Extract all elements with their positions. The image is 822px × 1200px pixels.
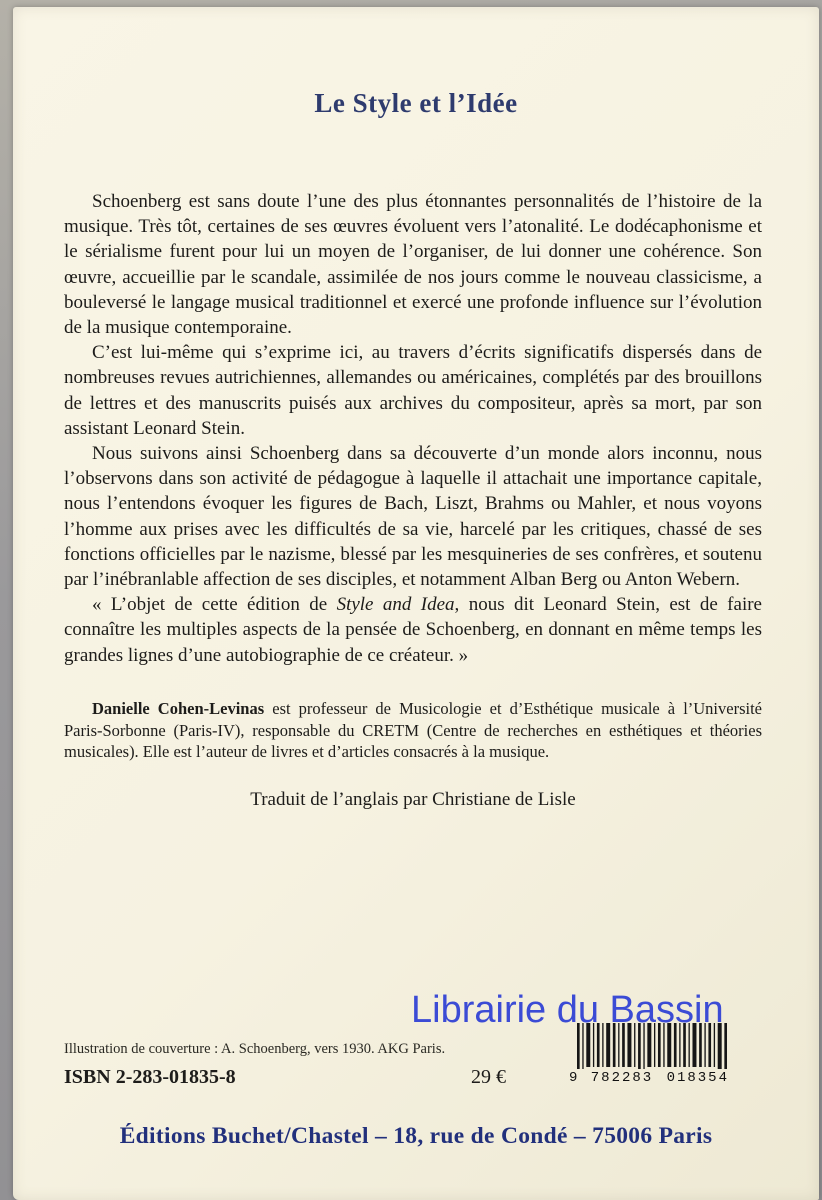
barcode-digit-left: 9	[569, 1070, 578, 1086]
book-title: Le Style et l’Idée	[314, 88, 518, 118]
blurb-paragraph: Schoenberg est sans doute l’une des plus étonnantes personnalités de l’histoire de la musique. Très tôt, certaines de ses œuvres évoluent vers l’atonalité. Le dodécaphonisme et le sérialisme furent pour lui un moyen de l’organiser, de lui donner une cohérence. Son œuvre, accueillie par le scandale, assimilée de nos jours comme le nouveau classicisme, a bouleversé le langage musical traditionnel et exercé une profonde influence sur l’évolution de la musique contemporaine.	[64, 191, 762, 339]
isbn: ISBN 2-283-01835-8	[64, 1066, 236, 1088]
translator-credit: Traduit de l’anglais par Christiane de Lisle	[250, 789, 576, 811]
price: 29 €	[471, 1066, 506, 1088]
blurb-paragraph: C’est lui-même qui s’exprime ici, au travers d’écrits significatifs dispersés dans de nombreuses revues autrichiennes, allemandes ou américaines, complétés par des brouillons de lettres et des manuscrits puisés aux archives du compositeur, après sa mort, par son assistant Leonard Stein.	[64, 342, 762, 439]
barcode-digits-group1: 782283	[590, 1070, 654, 1086]
quote-paragraph	[64, 592, 762, 668]
quote-book-title: Style and Idea	[336, 594, 455, 616]
blurb	[64, 189, 762, 668]
book-back-cover	[13, 7, 819, 1200]
barcode-digits-group2: 018354	[666, 1070, 729, 1086]
barcode-digits	[569, 1070, 729, 1086]
bookseller-watermark: Librairie du Bassin	[411, 989, 724, 1031]
bio-text: est professeur de Musicologie et d’Esthétique musicale à l’Université Paris-Sorbonne (Paris-IV), responsable du CRETM (Centre de recherches en esthétiques et théories musicales). Elle est l’auteur de livres et d’articles consacrés à la musique.	[64, 698, 763, 762]
illustration-credit: Illustration de couverture : A. Schoenberg, vers 1930. AKG Paris.	[64, 1041, 446, 1057]
author-name: Danielle Cohen-Levinas	[92, 698, 265, 718]
author-bio	[64, 698, 762, 763]
blurb-paragraph: Nous suivons ainsi Schoenberg dans sa découverte d’un monde alors inconnu, nous l’observons dans son activité de pédagogue à laquelle il attachait une importance capitale, nous l’entendons évoquer les figures de Bach, Liszt, Brahms ou Mahler, et nous voyons l’homme aux prises avec les difficultés de sa vie, harcelé par les critiques, chassé de ses fonctions officielles par le nazisme, blessé par les mesquineries de ses confrères, et soutenu par l’inébranlable affection de ses disciples, et notamment Alban Berg ou Anton Webern.	[64, 443, 762, 591]
quote-post: , nous dit Leonard Stein, est de faire connaître les multiples aspects de la pensée de Schoenberg, en donnant en même temps les grandes lignes d’une autobiographie de ce créateur. »	[64, 594, 762, 666]
publisher-imprint: Éditions Buchet/Chastel – 18, rue de Condé – 75006 Paris	[119, 1123, 713, 1149]
barcode	[569, 1023, 729, 1086]
quote-pre: « L’objet de cette édition de	[92, 594, 337, 616]
